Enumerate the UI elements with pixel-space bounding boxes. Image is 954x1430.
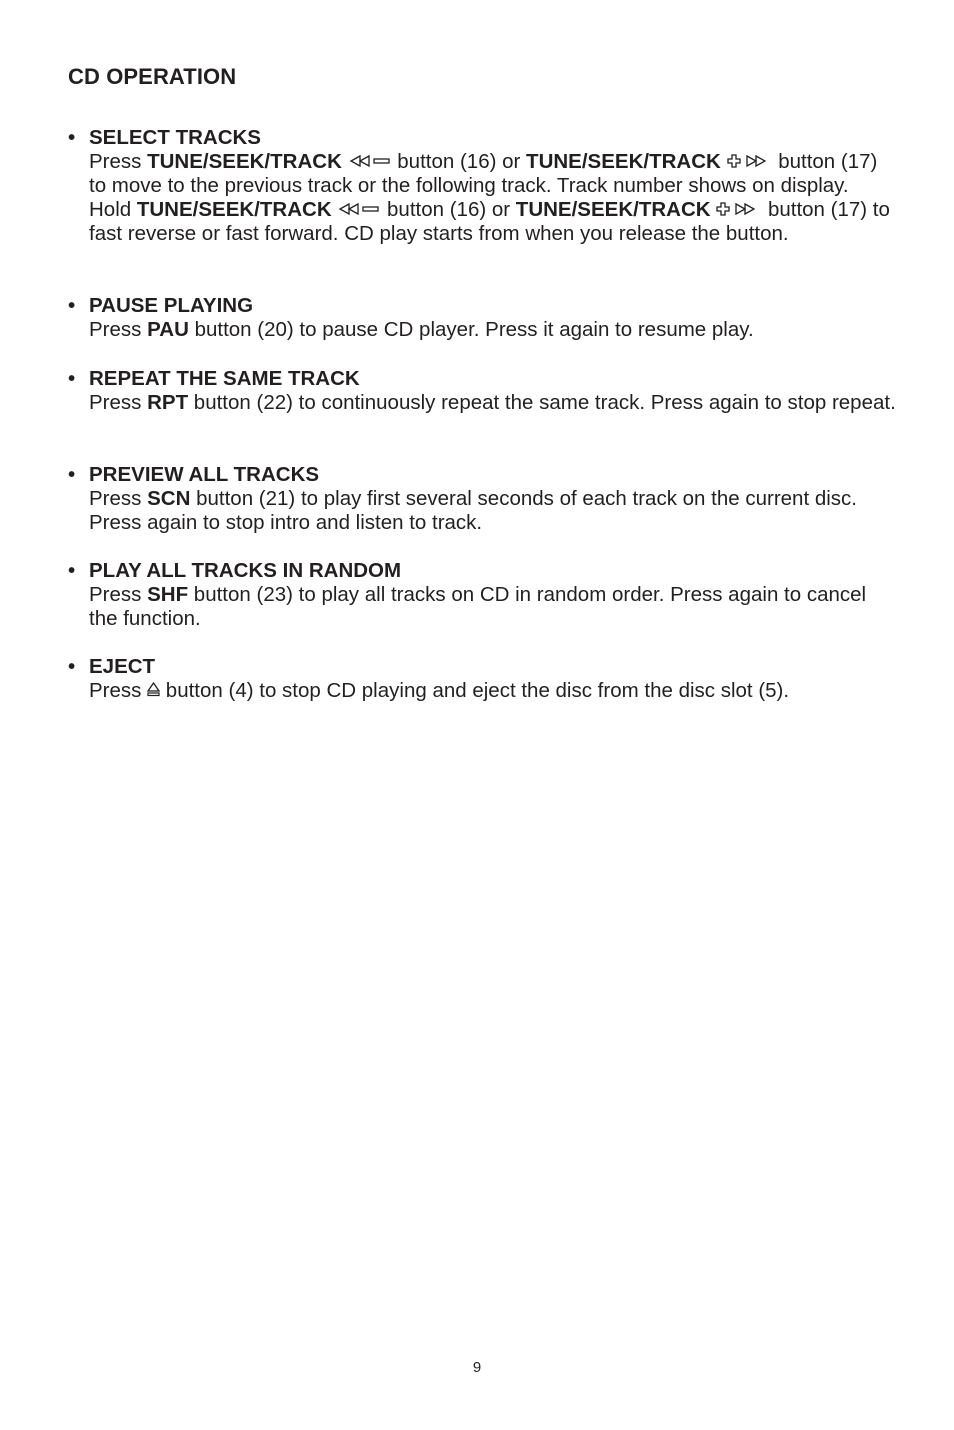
button-label: TUNE/SEEK/TRACK bbox=[147, 150, 342, 173]
bullet: • bbox=[68, 294, 76, 317]
section-heading: PAUSE PLAYING bbox=[89, 294, 254, 317]
button-label: RPT bbox=[147, 391, 189, 414]
eject-icon bbox=[147, 681, 160, 697]
plus-fast-forward-icon bbox=[727, 154, 773, 168]
bullet: • bbox=[68, 463, 76, 486]
button-label: SHF bbox=[147, 583, 189, 606]
section-preview-tracks bbox=[68, 463, 898, 535]
bullet: • bbox=[68, 367, 76, 390]
plus-fast-forward-icon bbox=[716, 202, 762, 216]
button-label: SCN bbox=[147, 487, 191, 510]
button-label: TUNE/SEEK/TRACK bbox=[515, 198, 711, 221]
section-select-tracks bbox=[68, 126, 898, 246]
page-title: CD OPERATION bbox=[68, 64, 237, 89]
button-label: PAU bbox=[147, 318, 189, 341]
section-pause-playing bbox=[68, 294, 898, 342]
section-heading: PREVIEW ALL TRACKS bbox=[89, 463, 320, 486]
rewind-minus-icon bbox=[337, 202, 381, 216]
section-text: Press SHF button (23) to play all tracks on CD in random order. Press again to cancel the function. bbox=[89, 583, 867, 630]
button-label: TUNE/SEEK/TRACK bbox=[526, 150, 721, 173]
section-heading: PLAY ALL TRACKS IN RANDOM bbox=[89, 559, 402, 582]
section-text: Hold TUNE/SEEK/TRACK button (16) or TUNE/SEEK/TRACK button (17) to fast reverse or fast forward. CD play starts from when you release the button. bbox=[89, 198, 890, 245]
section-heading: REPEAT THE SAME TRACK bbox=[89, 367, 360, 390]
section-random-play bbox=[68, 559, 898, 631]
section-text: Press button (4) to stop CD playing and eject the disc from the disc slot (5). bbox=[89, 679, 790, 702]
button-label: TUNE/SEEK/TRACK bbox=[136, 198, 332, 221]
bullet: • bbox=[68, 655, 76, 678]
bullet: • bbox=[68, 126, 76, 149]
section-heading: SELECT TRACKS bbox=[89, 126, 261, 149]
section-text: Press PAU button (20) to pause CD player. Press it again to resume play. bbox=[89, 318, 754, 341]
section-repeat-track bbox=[68, 367, 898, 415]
section-text: Press RPT button (22) to continuously repeat the same track. Press again to stop repeat. bbox=[89, 391, 896, 414]
bullet: • bbox=[68, 559, 76, 582]
rewind-minus-icon bbox=[348, 154, 392, 168]
section-text: Press TUNE/SEEK/TRACK button (16) or TUNE/SEEK/TRACK button (17) to move to the previous track or the following track. Track number shows on display. bbox=[89, 150, 878, 197]
section-eject bbox=[68, 655, 898, 703]
page-number: 9 bbox=[472, 1359, 482, 1376]
section-text: Press SCN button (21) to play first several seconds of each track on the current disc. Press again to stop intro and listen to track. bbox=[89, 487, 857, 534]
section-heading: EJECT bbox=[89, 655, 156, 678]
